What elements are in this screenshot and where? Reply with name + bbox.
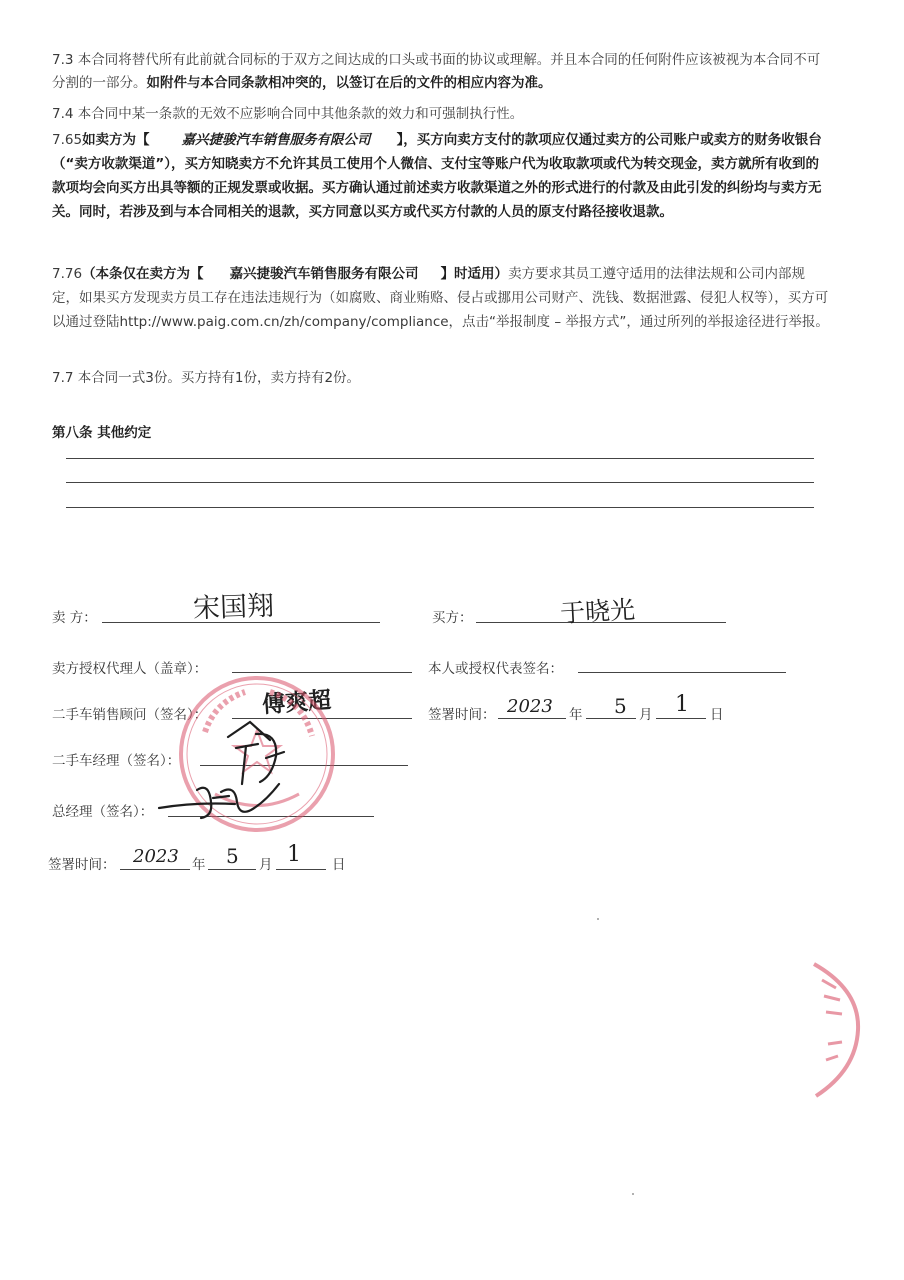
clause-7-7-text: 7.7 本合同一式3份。买方持有1份，卖方持有2份。 xyxy=(52,370,361,386)
seller-signature: 宋国翔 xyxy=(192,590,275,625)
clause-7-4-text: 7.4 本合同中某一条款的无效不应影响合同中其他条款的效力和可强制执行性。 xyxy=(52,106,524,122)
seller-date-day: 1 xyxy=(287,842,301,867)
clause-7-76-pre: （本条仅在卖方为【 xyxy=(82,266,204,282)
seller-label: 卖 方： xyxy=(52,610,97,626)
seller-date-label: 签署时间： xyxy=(48,857,116,873)
seller-date-year-unit: 年 xyxy=(192,857,206,873)
buyer-date-year: 2023 xyxy=(507,696,553,717)
manager-label: 二手车经理（签名）： xyxy=(52,753,181,769)
scan-speck xyxy=(597,918,599,920)
clause-7-76-company: 嘉兴捷骏汽车销售服务有限公司 xyxy=(229,266,419,282)
clause-7-76-body: 卖方要求其员工遵守适用的法律法规和公司内部规定，如果买方发现卖方员工存在违法违规行为（如腐败、商业贿赂、侵占或挪用公司财产、洗钱、数据泄露、侵犯人权等），买方可以通过登陆http://www.paig.com.cn/zh/company/compliance，点击“举报制度 – 举报方式”，通过所列的举报途径进行举报。 xyxy=(52,266,829,330)
seller-agent-label: 卖方授权代理人（盖章）： xyxy=(52,661,208,677)
partial-seal-right xyxy=(812,960,862,1100)
seller-date-day-line xyxy=(276,869,326,870)
clause-7-3 xyxy=(52,49,832,95)
buyer-label: 买方： xyxy=(432,610,473,626)
seller-date-month: 5 xyxy=(226,844,239,868)
buyer-date-year-line xyxy=(498,718,566,719)
consultant-signature: 傅爽超 xyxy=(261,686,332,719)
clause-7-65 xyxy=(52,128,832,224)
other-terms-line-3 xyxy=(66,507,814,508)
clause-7-65-body: 】，买方向卖方支付的款项应仅通过卖方的公司账户或卖方的财务收银台（“卖方收款渠道”），买方知晓卖方不允许其员工使用个人微信、支付宝等账户代为收取款项或代为转交现金，卖方就所有收到的款项均会向买方出具等额的正规发票或收据。买方确认通过前述卖方收款渠道之外的形式进行的付款及由此引发的纠纷均与卖方无关。同时，若涉及到与本合同相关的退款，买方同意以买方或代买方付款的人员的原支付路径接收退款。 xyxy=(52,132,822,220)
buyer-rep-line xyxy=(578,672,786,673)
clause-7-7 xyxy=(52,367,832,390)
clause-7-65-num: 7.65 xyxy=(52,132,83,148)
buyer-date-label: 签署时间： xyxy=(428,707,496,723)
seller-date-month-unit: 月 xyxy=(259,857,273,873)
seller-date-month-line xyxy=(208,869,256,870)
gm-signature-mark xyxy=(155,772,285,822)
other-terms-line-2 xyxy=(66,482,814,483)
clause-7-76-num: 7.76 xyxy=(52,266,83,282)
buyer-date-month: 5 xyxy=(614,694,627,718)
clause-7-65-company: 嘉兴捷骏汽车销售服务有限公司 xyxy=(181,132,371,148)
clause-7-3-text: 7.3 本合同将替代所有此前就合同标的于双方之间达成的口头或书面的协议或理解。并且本合同的任何附件应该被视为本合同不可分割的一部分。 xyxy=(52,52,821,91)
clause-7-3-bold: 如附件与本合同条款相冲突的，以签订在后的文件的相应内容为准。 xyxy=(146,75,552,91)
buyer-date-day-line xyxy=(656,718,706,719)
section-8-title: 第八条 其他约定 xyxy=(52,425,152,441)
buyer-date-month-unit: 月 xyxy=(639,707,653,723)
seller-date-year-line xyxy=(120,869,190,870)
scan-speck xyxy=(632,1193,634,1195)
clause-7-65-pre: 如卖方为【 xyxy=(82,132,150,148)
gm-label: 总经理（签名）： xyxy=(52,804,154,820)
buyer-rep-label: 本人或授权代表签名： xyxy=(428,661,563,677)
seller-date-day-unit: 日 xyxy=(332,857,346,873)
seller-date-year: 2023 xyxy=(133,846,179,867)
consultant-label: 二手车销售顾问（签名）： xyxy=(52,707,208,723)
clause-7-4 xyxy=(52,103,832,126)
buyer-signature: 于晓光 xyxy=(559,595,636,628)
buyer-date-day-unit: 日 xyxy=(710,707,724,723)
other-terms-line-1 xyxy=(66,458,814,459)
buyer-date-year-unit: 年 xyxy=(569,707,583,723)
clause-7-76-post: 】时适用） xyxy=(440,266,509,282)
buyer-date-month-line xyxy=(586,718,636,719)
buyer-date-day: 1 xyxy=(675,692,689,717)
clause-7-76 xyxy=(52,262,832,334)
